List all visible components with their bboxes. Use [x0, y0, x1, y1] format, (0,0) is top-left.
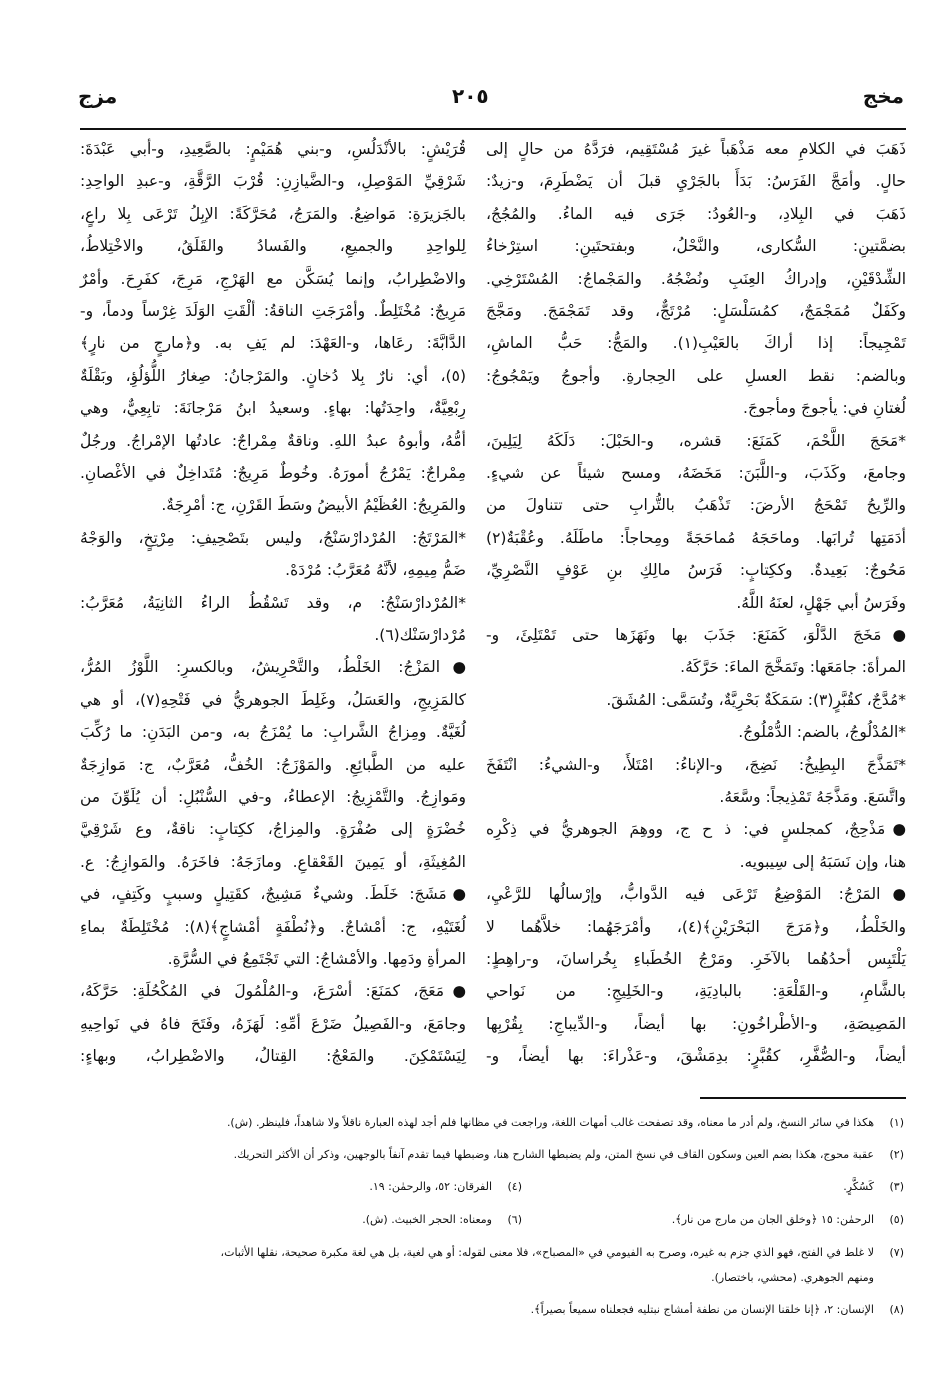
- footnote: [672, 1210, 904, 1230]
- text-line: الشِّدْقَيْنِ، وإدراكُ العِنَبِ ونُضْجُهُ. والمَجْماجُ: المُسْتَرْخِي.: [486, 269, 906, 288]
- footnote: [234, 1145, 904, 1165]
- footnote-number: (٦): [507, 1213, 522, 1226]
- footnote: [843, 1177, 904, 1197]
- footnote-text: الإنسان: ٢، ﴿إنا خلقنا الإنسان من نطفة أمشاج نبتليه فجعلناه سميعاً بصيراً﴾.: [530, 1303, 874, 1316]
- text-line: *المُدْلُوجُ، بالضم: الدُّمْلُوجُ.: [738, 723, 906, 742]
- footnote-number: (٥): [889, 1213, 904, 1226]
- footnote-number: (٧): [889, 1246, 904, 1259]
- text-line: ضَمُّ مِيمِهِ، لأنَّهُ مُعَرَّبُ: مُرْدَهْ.: [285, 561, 466, 580]
- text-line: كالمَزِيجِ، والعَسَلُ، وغَلِطَ الجوهريُّ في فَتْحِهِ(٧)، أو هي: [80, 690, 467, 709]
- text-line: هنا، وإن نَسَبَهُ إلى سِيبويه.: [739, 852, 906, 871]
- text-line: *المَرْتَجُ: المُرْدارْسَنْجُ، وليس بتَصْحِيفِ: مِرْتِخٍ، والوَجْهُ: [80, 528, 466, 547]
- text-line: لُغتانِ في: يأجوجَ ومأجوجَ.: [743, 399, 906, 418]
- text-line: أدَمَتِها تُرابَها. وماحَجَهُ مُماحَجَةً ومِحاجاً: ماطَلَهُ. وعُقْبَةٌ(٢): [486, 528, 906, 547]
- text-line: بالجَزيرَةِ: مَواضِعُ. والمَرَجُ، مُحَرَّكَةً: الإبِلُ تَرْعَى بِلا راعٍ،: [80, 204, 466, 223]
- footnote-number: (٣): [889, 1180, 904, 1193]
- text-line: *مُدَّجٌ، كقُبَّرٍ(٣): سَمَكَةٌ بَحْرِيَّةٌ، وتُسَمَّى: المُشَقَ.: [606, 690, 906, 709]
- footnote-text: لا غلط في الفتح، فهو الذي جزم به غيره، وصرح به الفيومي في «المصباح»، فلا معنى لقوله: أو هي لغية، بل هي لغة مكبرة صحيحة، نقلها الأثبات،: [220, 1246, 874, 1259]
- text-line: بضمَّتينِ: السُّكارى، والنَّحْلُ، وبفتحتَينِ: استِرْخاءُ: [486, 237, 906, 256]
- header-rule: [80, 128, 906, 130]
- text-line: والخَلْطُ، و﴿مَرَجَ البَحْرَيْنِ﴾(٤)، وأمْرَجَهُما: خلاَّهُما لا: [486, 917, 907, 936]
- text-line: أمُّهُ، وأبوهُ عبدُ اللهِ. وناقةٌ مِمْراجٌ: عادتُها الإمْراجُ. ورجُلٌ: [80, 431, 466, 450]
- text-line: قُرَيْشٍ: بالأنْدَلُسِ، و-بني هُمَيْمٍ: بالصَّعِيدِ، و-أبي عَبْدَةَ:: [80, 140, 466, 158]
- text-line: (٥)، أي: نارٌ بِلا دُخانٍ. والمَرْجانُ: صِغارُ اللُّؤلُؤِ، وبَقْلَةٌ: [80, 366, 466, 385]
- text-line: يَلْتَبِس أحدُهُما بالآخَرِ. ومَرْجُ الخُطَباءِ بِخُراسانَ، و-راهِطٍ:: [486, 950, 906, 968]
- text-line: *تَمَذَّجَ البِطِيخُ: نَضِجَ، و-الإناءُ: امْتَلأَ، و-الشيءُ: انْتَفَخَ: [486, 755, 906, 774]
- footnote-text: عقبة محوج، هكذا بضم العين وسكون القاف في نسخ المتن، ولم يضبطها الشارح هنا، وضبطها فيما تقدم آنفاً بالوجهين، وذكر أن الأكثر التحريك.: [233, 1148, 874, 1161]
- footnote: [227, 1113, 904, 1133]
- text-line: والرِّيحُ تَمْحَجُ الأرضَ: تَذْهَبُ بالتُّرابِ حتى تتناولَ من: [486, 496, 906, 515]
- text-line: مُرْدارْسَنْك(٦).: [374, 626, 466, 644]
- text-line: والمَرِيجُ: العُظَيْمُ الأبيضُ وسَطَ القَرْنِ، ج: أمْرِجَةٌ.: [161, 496, 466, 515]
- text-line: ●مَخَجَ الدَّلْوَ، كَمَنَعَ: جَذَبَ بها ونَهَزَها حتى تَمْتَلِئَ، و-: [486, 626, 906, 644]
- text-line: واتَّسَعَ. ومَذَّجَهُ تَمْذِيجاً: وسَّعَهُ.: [719, 788, 906, 806]
- footnote-rule: [700, 1097, 906, 1099]
- text-line: عليه من الطَّبائِعِ. والمَوْزَجُ: الخُفُّ، مُعَرَّبٌ، ج: مَوازِجَةٌ: [80, 755, 466, 774]
- footnote: [369, 1177, 522, 1197]
- header-left-word: مزج: [78, 84, 118, 108]
- footnote: [221, 1243, 904, 1263]
- text-line: المَصِيصَةِ، و-الأطْراخُونِ: بها أيضاً، و-الدِّيباجِ: بِقُرْبِها: [486, 1014, 906, 1033]
- text-line: والاضْطِرابُ، وإنما يُسَكَّن مع الهَرْجِ، مَرِجَ، كفَرِحَ. وأمْرٌ: [80, 269, 466, 288]
- text-line: ومَوازِجُ. والتَّمْزِيجُ: الإعطاءُ، و-في السُّنْبُلِ: أن يُلَوِّنَ من: [80, 788, 466, 806]
- footnote-text: هكذا في سائر النسخ، ولم أدر ما معناه، وقد تصفحت غالب أمهات اللغة، وراجعت في مظانها فلم أجد لهذه العبارة ناقلاً ولا شاهداً، فلينظر. (ش).: [226, 1116, 874, 1129]
- text-line: ●مَذْحِجٌ، كمجلسٍ في: ذ ح ج، ووهِمَ الجوهريُّ في ذِكْرِه: [486, 820, 906, 839]
- text-line: ●مَعَجَ، كمَنَعَ: أسْرَعَ، و-المُلْمُولَ في المُكْحُلَةِ: حَرَّكَهُ،: [80, 982, 466, 1001]
- footnote-text: الرحمٰن: ١٥ ﴿وخلق الجان من مارج من نار﴾.: [671, 1213, 874, 1226]
- text-line: ●المَزْجُ: الخَلْطُ، والتَّحْرِيشُ، وبالكسرِ: اللَّوْزُ المُرُّ،: [80, 658, 466, 677]
- footnote-text: الفرقان: ٥٢، والرحمٰن: ١٩.: [369, 1180, 492, 1193]
- text-line: الدَّابَّةَ: رعَاها، و-العَهْدَ: لم يَفِ به. و﴿مارجٍ من نارٍ﴾: [80, 334, 466, 353]
- footnote-number: (٤): [507, 1180, 522, 1193]
- page-number: ٢٠٥: [452, 84, 489, 108]
- footnote-text: كَسُكَّرٍ.: [843, 1180, 874, 1193]
- text-line: خُضْرَةٍ إلى صُفْرَةٍ. والمِزاجُ، ككِتابٍ: ناقةٌ، وع شَرْقِيَّ: [80, 820, 466, 839]
- text-line: وجامَعَ، و-الفَصِيلُ ضَرْعَ أمِّهِ: لَهَزَهُ، وفَتَحَ فاهُ في نَواحِيهِ: [80, 1014, 466, 1033]
- text-line: *المُرْدارْسَنْجُ: م، وقد تَسْقُطُ الراءُ الثانِيَةُ، مُعَرَّبُ:: [80, 593, 466, 612]
- text-line: لُغَتَيْهِ، ج: أمْشاجٌ. و﴿نُطْفَةٍ أمْشاجٍ﴾(٨): مُخْتَلِطَةٌ بماءِ: [80, 917, 466, 936]
- footnote-text: ومنهم الجوهري. (محشي، باختصار).: [711, 1271, 874, 1284]
- text-line: وجامعَ، وكَذَبَ، و-اللَّبَنَ: مَخَضَهُ، ومسح شيئاً عن شيءٍ.: [486, 464, 906, 482]
- text-line: المرأةَ: جامَعَها: وتَمَخَّجَ الماءَ: حَرَّكَهُ.: [680, 658, 906, 677]
- text-line: المرأةِ ودَمِها. والأمْشاجُ: التي تَجْتَمِعُ في السُّرَّةِ.: [167, 950, 466, 968]
- text-line: لُغَيَّةٌ. ومِزاجُ الشَّرابِ: ما يُمْزَجُ به، و-من البَدَنِ: ما رُكِّبَ: [80, 723, 466, 742]
- text-line: رِبْعِيَّةٌ، واحِدَتُها: بهاءٍ. وسعيدُ ابنُ مَرْجانَةَ: تابِعِيٌّ، وهي: [80, 399, 466, 418]
- text-line: لِيَسْتَمْكِنَ. والمَعْجُ: القِتالُ، والاضْطِرابُ، وبهاءٍ:: [80, 1047, 466, 1066]
- header-right-word: مخج: [862, 84, 904, 108]
- footnote: [362, 1210, 522, 1230]
- footnote-number: (١): [889, 1116, 904, 1129]
- text-line: مَرِيجٌ: مُخْتَلِطٌ. وأمْرَجَتِ الناقةُ: ألْقَتِ الوَلَدَ غِرْساً ودماً، و-: [80, 302, 466, 320]
- text-line: بالشَّامِ، و-القَلْعَةِ: بالبادِيَةِ، و-الخَلِيجِ: من نَواحي: [486, 982, 906, 1001]
- footnote-text: ومعناه: الحجر الخبيث. (ش).: [362, 1213, 492, 1226]
- text-line: مِمْراجٌ: يَمْرُجُ أمورَهُ. وخُوطٌ مَرِيجٌ: مُتَداخِلٌ في الأغْصانِ.: [80, 464, 466, 482]
- footnote: [711, 1268, 874, 1288]
- text-line: شَرْقِيِّ المَوْصِلِ، و-الضَّيازِنِ: قُرْبَ الرَّقَّةِ، و-عبدِ الواحِدِ:: [80, 172, 466, 191]
- text-line: وفَرَسُ أبي جَهْلٍ، لعنَهُ اللَّهُ.: [736, 593, 906, 612]
- text-line: مَحُوجٌ: بَعِيدةٌ. وككِتابٍ: فَرَسُ مالِكِ بنِ عَوْفٍ النَّصْرِيِّ،: [486, 561, 906, 580]
- text-line: ●مَشَجَ: خَلَطَ. وشيءٌ مَشِيجٌ، كقَتِيلٍ وسببٍ وكَتِفٍ، في: [80, 885, 466, 904]
- text-line: ذَهَبَ في الكلامِ معه مَذْهَباً غيرَ مُسْتَقِيم، فرَدَّهُ من حالٍ إلى: [486, 140, 906, 158]
- text-line: المُغِيثَةِ، أو يَمِينَ القَعْقاعِ. ومازَجَهُ: فاخَرَهُ. والمَوازِجُ: ع.: [80, 852, 466, 871]
- text-line: أيضاً، و-الصُّفَّرِ، كقُبَّرٍ: بدِمَشْقَ، و-عَذْراءَ: بها أيضاً، و-: [486, 1047, 906, 1066]
- text-line: تَمْجِيجاً: إذا أراكَ بالعَيْبِ(١). والمَجُّ: حَبُّ الماشِ،: [486, 334, 906, 353]
- footnote: [531, 1300, 904, 1320]
- text-line: وبالضم: نقط العسلِ على الحِجارةِ. وأجوجُ ويَمْجُوجُ:: [486, 366, 906, 385]
- text-line: حالٍ. وأمَجَّ الفَرَسُ: بَدَأَ بالجَرْيِ قبلَ أن يَضْطَرِمَ، و-زيدٌ:: [486, 172, 906, 191]
- footnote-number: (٨): [889, 1303, 904, 1316]
- footnote-number: (٢): [889, 1148, 904, 1161]
- text-line: ●المَرْجُ: المَوْضِعُ تَرْعَى فيه الدَّوابُّ، وإرْسالُها للرَّعْيِ،: [486, 885, 906, 904]
- text-line: وكَفَلٌ مُمَجْمَجٌ، كمُسَلْسَلٍ: مُرْتَجٌّ، وقد تَمَجْمَجَ. ومَجَّجَ: [486, 302, 906, 320]
- text-line: *مَحَجَ اللَّحْمَ، كَمَنَعَ: قشره، و-الحَبْلَ: دَلَكَهُ لِيَلِينَ،: [486, 431, 906, 450]
- text-line: لِلواحِدِ والجميعِ، والفَسادُ والقَلَقُ، والاخْتِلاطُ،: [80, 237, 466, 256]
- text-line: ذَهَبَ في البِلادِ، و-العُودُ: جَرَى فيه الماءُ. والمُجُجُ،: [486, 204, 906, 223]
